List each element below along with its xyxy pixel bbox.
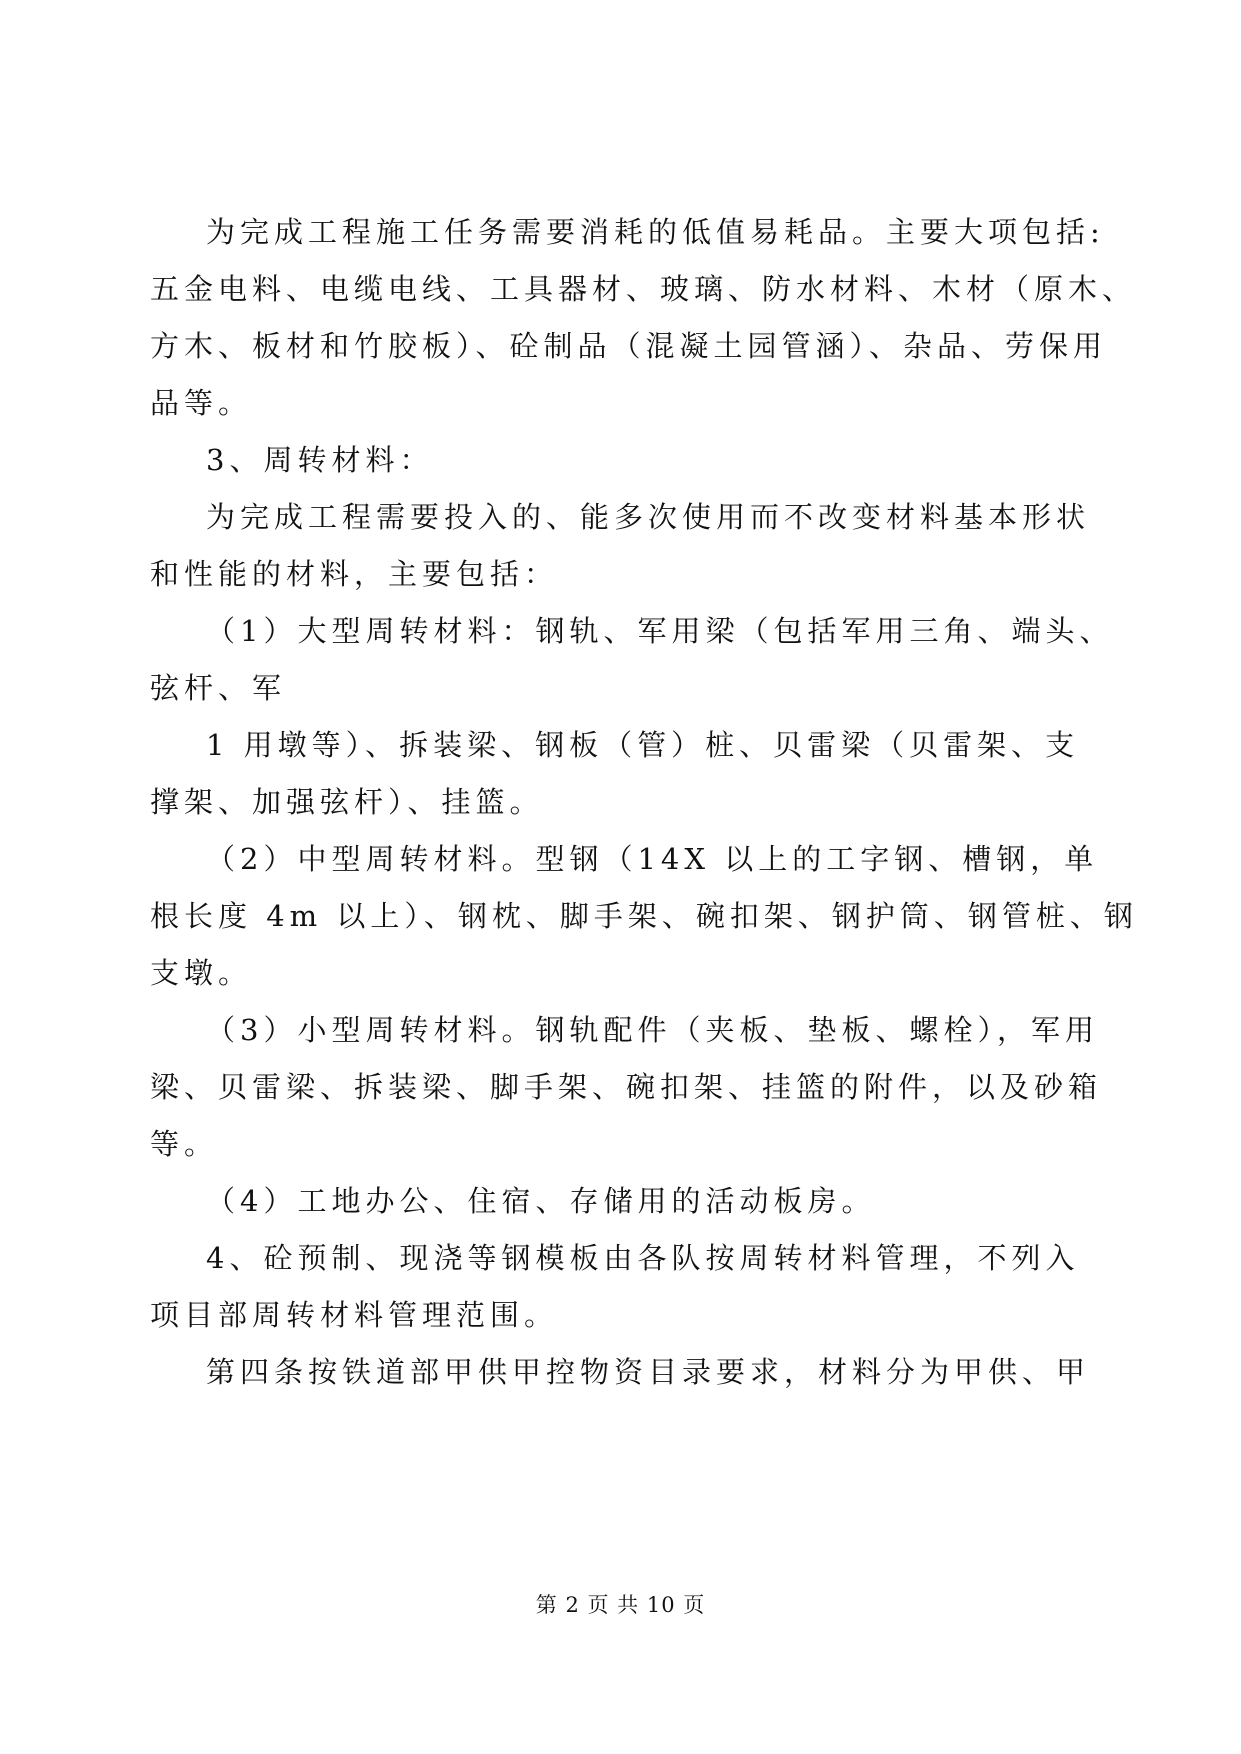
text-line: 根长度 4m 以上）、钢枕、脚手架、碗扣架、钢护筒、钢管桩、钢 [150,899,1138,933]
text-line: 为完成工程施工任务需要消耗的低值易耗品。主要大项包括: [206,215,1105,249]
text-line: 支墩。 [150,956,253,990]
text-line: 4、砼预制、现浇等钢模板由各队按周转材料管理，不列入 [206,1241,1080,1275]
text-line: 第四条按铁道部甲供甲控物资目录要求，材料分为甲供、甲 [206,1355,1091,1389]
list-item: （3）小型周转材料。钢轨配件（夹板、垫板、螺栓），军用 [206,1013,1099,1047]
text-line: 和性能的材料，主要包括： [150,557,559,591]
list-item: （4）工地办公、住宿、存储用的活动板房。 [206,1184,876,1218]
text-line: 梁、贝雷梁、拆装梁、脚手架、碗扣架、挂篮的附件，以及砂箱 [150,1070,1103,1104]
section-heading: 3、周转材料： [206,443,434,477]
text-line: 品等。 [150,386,253,420]
text-line: 1 用墩等）、拆装梁、钢板（管）桩、贝雷梁（贝雷架、支 [206,728,1080,762]
list-item: （1）大型周转材料：钢轨、军用梁（包括军用三角、端头、 [206,614,1114,648]
text-line: 为完成工程需要投入的、能多次使用而不改变材料基本形状 [206,500,1091,534]
text-line: 撑架、加强弦杆）、挂篮。 [150,785,544,819]
text-line: 方木、板材和竹胶板）、砼制品（混凝土园管涵）、杂品、劳保用 [150,329,1108,363]
text-line: 弦杆、军 [150,671,287,705]
text-line: 五金电料、电缆电线、工具器材、玻璃、防水材料、木材（原木、 [150,272,1137,306]
page-footer: 第 2 页 共 10 页 [535,1593,706,1617]
text-line: 项目部周转材料管理范围。 [150,1298,559,1332]
text-line: 等。 [150,1127,219,1161]
list-item: （2）中型周转材料。型钢（14X 以上的工字钢、槽钢，单 [206,842,1099,876]
